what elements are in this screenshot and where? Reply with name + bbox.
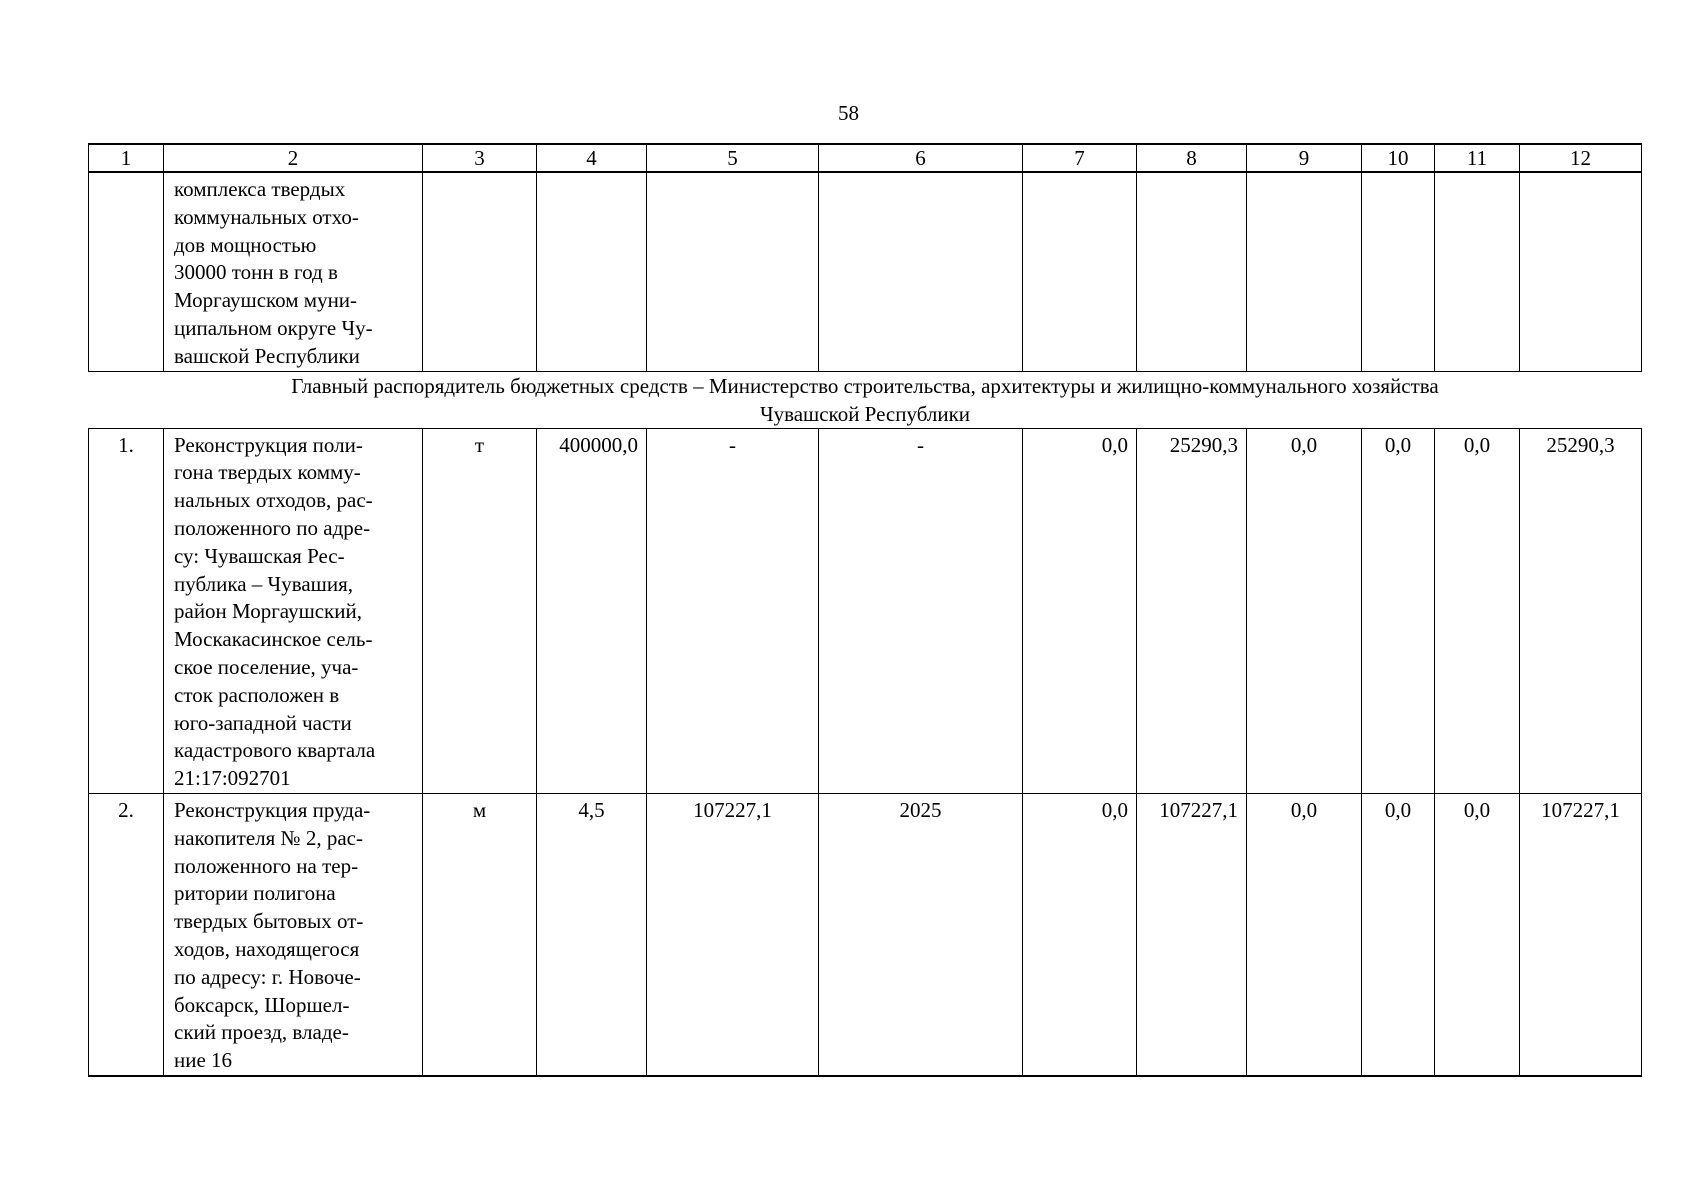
name-line: дов мощностью [174, 232, 317, 257]
column-number: 1 [89, 144, 164, 172]
value-cell-6: 2025 [819, 793, 1023, 1075]
value-cell-7: 0,0 [1023, 428, 1137, 793]
name-line: по адресу: г. Новоче- [174, 964, 361, 989]
column-number: 2 [164, 144, 423, 172]
column-number: 9 [1247, 144, 1362, 172]
empty-cell [537, 172, 647, 371]
empty-cell [1362, 172, 1435, 371]
empty-cell [423, 172, 537, 371]
value-cell-9: 0,0 [1247, 428, 1362, 793]
name-line: боксарск, Шоршел- [174, 992, 350, 1017]
name-line: комплекса твердых [174, 177, 346, 201]
group-header-row [89, 371, 1642, 428]
capacity-cell: 4,5 [537, 793, 647, 1075]
column-number: 7 [1023, 144, 1137, 172]
column-number: 12 [1520, 144, 1642, 172]
column-number: 8 [1137, 144, 1247, 172]
row-number-cell: 2. [89, 793, 164, 1075]
empty-cell [819, 172, 1023, 371]
name-line: ходов, находящегося [174, 936, 360, 961]
name-line: ципальном округе Чу- [174, 315, 373, 340]
empty-cell [1137, 172, 1247, 371]
name-line: сток расположен в [174, 682, 340, 707]
value-cell-7: 0,0 [1023, 793, 1137, 1075]
name-line: 21:17:092701 [174, 766, 291, 791]
name-line: накопителя № 2, рас- [174, 825, 363, 850]
empty-cell [1520, 172, 1642, 371]
page-number: 58 [838, 101, 859, 125]
object-name-cell [164, 172, 423, 371]
name-line: ритории полигона [174, 881, 336, 906]
name-line: ское поселение, уча- [174, 654, 359, 679]
value-cell-11: 0,0 [1435, 428, 1520, 793]
name-line: Москакасинское сель- [174, 627, 373, 652]
value-cell-5: - [647, 428, 819, 793]
value-cell-6: - [819, 428, 1023, 793]
column-number: 3 [423, 144, 537, 172]
group-header-line2: Чувашской Республики [759, 401, 971, 426]
value-cell-8: 107227,1 [1137, 793, 1247, 1075]
name-line: положенного на тер- [174, 853, 359, 878]
name-line: су: Чувашская Рес- [174, 543, 345, 568]
name-line: положенного по адре- [174, 515, 371, 540]
column-numbers-row [89, 144, 1642, 172]
value-cell-8: 25290,3 [1137, 428, 1247, 793]
capacity-cell: 400000,0 [537, 428, 647, 793]
object-name-cell [164, 793, 423, 1075]
value-cell-12: 107227,1 [1520, 793, 1642, 1075]
empty-cell [1247, 172, 1362, 371]
empty-cell [1435, 172, 1520, 371]
value-cell-11: 0,0 [1435, 793, 1520, 1075]
object-name-cell [164, 428, 423, 793]
column-number: 6 [819, 144, 1023, 172]
name-line: твердых бытовых от- [174, 909, 364, 934]
name-line: Реконструкция поли- [174, 432, 363, 457]
budget-table [88, 143, 1642, 1077]
name-line: вашской Республики [174, 343, 360, 368]
empty-cell [647, 172, 819, 371]
name-line: 30000 тонн в год в [174, 260, 338, 285]
value-cell-9: 0,0 [1247, 793, 1362, 1075]
column-number: 4 [537, 144, 647, 172]
value-cell-10: 0,0 [1362, 428, 1435, 793]
column-number: 5 [647, 144, 819, 172]
unit-cell: т [423, 428, 537, 793]
table-row [89, 428, 1642, 793]
column-number: 11 [1435, 144, 1520, 172]
empty-cell [1023, 172, 1137, 371]
table-row [89, 793, 1642, 1075]
name-line: нальных отходов, рас- [174, 488, 373, 513]
name-line: публика – Чувашия, [174, 571, 353, 596]
value-cell-12: 25290,3 [1520, 428, 1642, 793]
group-header-line1: Главный распорядитель бюджетных средств – Министерство строительства, архитектуры и жилищно-коммунального хозяйства [291, 373, 1439, 398]
row-number-cell: 1. [89, 428, 164, 793]
name-line: ский проезд, владе- [174, 1020, 349, 1045]
name-line: район Моргаушский, [174, 599, 362, 624]
column-number: 10 [1362, 144, 1435, 172]
continued-row [89, 172, 1642, 371]
value-cell-10: 0,0 [1362, 793, 1435, 1075]
unit-cell: м [423, 793, 537, 1075]
name-line: кадастрового квартала [174, 738, 376, 763]
name-line: ние 16 [174, 1048, 233, 1073]
name-line: коммунальных отхо- [174, 204, 359, 229]
row-number-cell [89, 172, 164, 371]
value-cell-5: 107227,1 [647, 793, 819, 1075]
name-line: юго-западной части [174, 710, 352, 735]
group-header-cell [89, 371, 1642, 428]
name-line: Моргаушском муни- [174, 288, 358, 313]
name-line: гона твердых комму- [174, 460, 361, 485]
name-line: Реконструкция пруда- [174, 797, 371, 822]
